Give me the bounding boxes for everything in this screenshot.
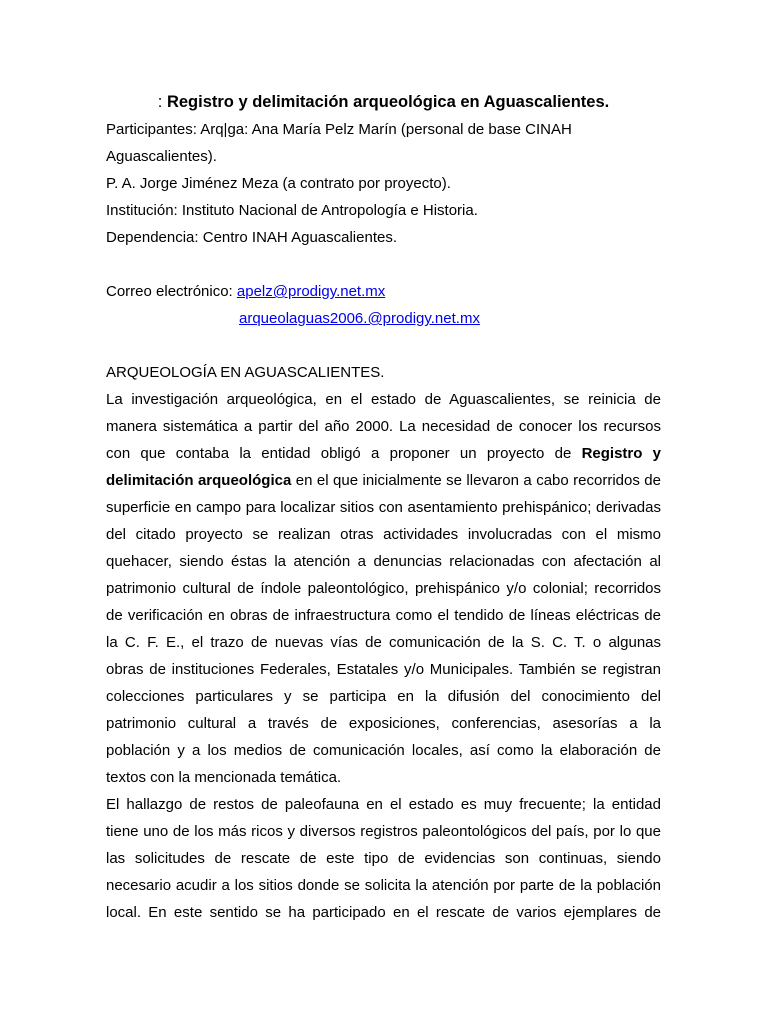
- email-link-2[interactable]: arqueolaguas2006.@prodigy.net.mx: [239, 310, 480, 327]
- paragraph-line: El hallazgo de restos de paleofauna en el estado es muy frecuente; la entidad: [106, 796, 661, 813]
- paragraph-line: obras de instituciones Federales, Estatales y/o Municipales. También se registran: [106, 661, 661, 678]
- paragraph-line: las solicitudes de rescate de este tipo de evidencias son continuas, siendo: [106, 850, 661, 867]
- document-page: [106, 89, 661, 926]
- paragraph-line: del citado proyecto se realizan otras actividades involucradas con el mismo: [106, 526, 661, 543]
- section-heading: ARQUEOLOGÍA EN AGUASCALIENTES.: [106, 364, 385, 381]
- paragraph-line: necesario acudir a los sitios donde se solicita la atención por parte de la población: [106, 877, 661, 894]
- document-title: [106, 89, 661, 116]
- paragraph-line: superficie en campo para localizar sitios con asentamiento prehispánico; derivadas: [106, 499, 661, 516]
- spacer: [106, 332, 661, 359]
- spacer: [106, 251, 661, 278]
- participants-line-2: Aguascalientes).: [106, 148, 217, 165]
- paragraph-line: local. En este sentido se ha participado en el rescate de varios ejemplares de: [106, 904, 661, 921]
- paragraph-line: [106, 467, 661, 494]
- bold-project-name: delimitación arqueológica: [106, 472, 292, 489]
- title-prefix: :: [157, 93, 163, 111]
- paragraph-line: La investigación arqueológica, en el estado de Aguascalientes, se reinicia de: [106, 391, 661, 408]
- paragraph-line: colecciones particulares y se participa en la difusión del conocimiento del: [106, 688, 661, 705]
- paragraph-line: [106, 440, 661, 467]
- email-line: [106, 278, 661, 305]
- paragraph-text: con que contaba la entidad obligó a proponer un proyecto de: [106, 445, 582, 462]
- paragraph-line: población y a los medios de comunicación locales, así como la elaboración de: [106, 742, 661, 759]
- paragraph-line: manera sistemática a partir del año 2000. La necesidad de conocer los recursos: [106, 418, 661, 435]
- paragraph-line: patrimonio cultural a través de exposiciones, conferencias, asesorías a la: [106, 715, 661, 732]
- email-label: Correo electrónico:: [106, 283, 237, 300]
- institution-line: Institución: Instituto Nacional de Antropología e Historia.: [106, 202, 478, 219]
- paragraph-line: textos con la mencionada temática.: [106, 769, 342, 786]
- paragraph-line: tiene uno de los más ricos y diversos registros paleontológicos del país, por lo que: [106, 823, 661, 840]
- paragraph-line: de verificación en obras de infraestructura como el tendido de líneas eléctricas de: [106, 607, 661, 624]
- title-text: Registro y delimitación arqueológica en Aguascalientes.: [166, 93, 610, 111]
- bold-project-name: Registro y: [581, 445, 661, 462]
- paragraph-line: la C. F. E., el trazo de nuevas vías de comunicación de la S. C. T. o algunas: [106, 634, 661, 651]
- participant-second: P. A. Jorge Jiménez Meza (a contrato por proyecto).: [106, 175, 451, 192]
- dependency-line: Dependencia: Centro INAH Aguascalientes.: [106, 229, 398, 246]
- paragraph-line: quehacer, siendo éstas la atención a denuncias relacionadas con afectación al: [106, 553, 661, 570]
- participants-line-1: Participantes: Arq|ga: Ana María Pelz Marín (personal de base CINAH: [106, 121, 572, 138]
- email-line-2: [106, 305, 661, 332]
- email-link-1[interactable]: apelz@prodigy.net.mx: [236, 283, 386, 300]
- paragraph-text: en el que inicialmente se llevaron a cabo recorridos de: [291, 472, 661, 489]
- paragraph-line: patrimonio cultural de índole paleontológico, prehispánico y/o colonial; recorridos: [106, 580, 661, 597]
